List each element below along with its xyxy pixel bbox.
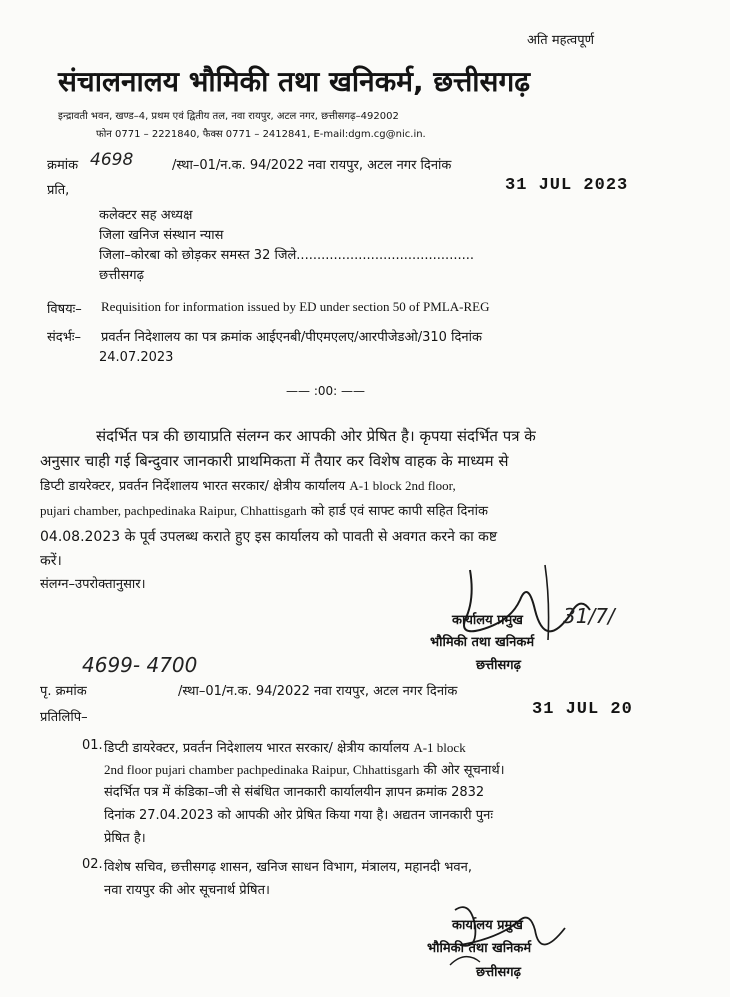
- body-line-6: करें।: [40, 553, 62, 569]
- signature-1-handwritten-date: 31/7/: [563, 604, 615, 628]
- enclosure-note: संलग्न–उपरोक्तानुसार।: [40, 577, 146, 592]
- endorsement-date-stamp: 31 JUL 20: [532, 700, 633, 719]
- copy-to-label: प्रतिलिपि–: [40, 710, 88, 725]
- to-line-4: छत्तीसगढ़: [99, 268, 144, 283]
- body-line-1: संदर्भित पत्र की छायाप्रति संलग्न कर आपकी ओर प्रेषित है। कृपया संदर्भित पत्र के: [96, 427, 536, 445]
- copy-1-line-5: प्रेषित है।: [104, 831, 146, 846]
- handwritten-endorsement-number: 4699- 4700: [82, 653, 198, 677]
- copy-1-line-4: दिनांक 27.04.2023 को आपकी ओर प्रेषित किया गया है। अद्यतन जानकारी पुनः: [104, 808, 493, 823]
- copy-1-line-3: संदर्भित पत्र में कंडिका–जी से संबंधित जानकारी कार्यालयीन ज्ञापन क्रमांक 2832: [104, 785, 485, 800]
- body-line-4-hindi: को हार्ड एवं साफ्ट कापी सहित दिनांक: [310, 504, 488, 519]
- copy-2-line-1: विशेष सचिव, छत्तीसगढ़ शासन, खनिज साधन विभाग, मंत्रालय, महानदी भवन,: [104, 860, 472, 875]
- date-stamp: 31 JUL 2023: [505, 176, 629, 195]
- copy-1-line-2: [104, 760, 505, 778]
- subject-text: Requisition for information issued by ED under section 50 of PMLA-REG: [101, 299, 490, 314]
- office-address: इन्द्रावती भवन, खण्ड–4, प्रथम एवं द्वितीय तल, नवा रायपुर, अटल नगर, छत्तीसगढ़–492002: [58, 111, 399, 122]
- copy-1-number: 01.: [82, 738, 103, 753]
- reference-line-1: प्रवर्तन निदेशालय का पत्र क्रमांक आईएनबी/पीएमएलए/आरपीजेडओ/310 दिनांक: [101, 330, 482, 345]
- body-line-2: अनुसार चाही गई बिन्दुवार जानकारी प्राथमिकता में तैयार कर विशेष वाहक के माध्यम से: [40, 452, 509, 470]
- reference-line-2: 24.07.2023: [99, 350, 174, 365]
- to-line-3: जिला–कोरबा को छोड़कर समस्त 32 जिले...........................................: [99, 248, 474, 263]
- to-line-1: कलेक्टर सह अध्यक्ष: [99, 208, 193, 223]
- signature-2-designation: कार्यालय प्रमुख: [452, 918, 523, 933]
- signature-1-designation: कार्यालय प्रमुख: [452, 613, 523, 628]
- signature-2-state: छत्तीसगढ़: [476, 965, 521, 980]
- to-line-2: जिला खनिज संस्थान न्यास: [99, 228, 224, 243]
- endorsement-text: /स्था–01/न.क. 94/2022 नवा रायपुर, अटल नगर दिनांक: [178, 684, 458, 699]
- body-line-4-address: pujari chamber, pachpedinaka Raipur, Chhattisgarh: [40, 503, 307, 518]
- office-title: संचालनालय भौमिकी तथा खनिकर्म, छत्तीसगढ़: [58, 65, 531, 98]
- copy-1-line-1-address: A-1 block: [413, 740, 466, 755]
- body-line-3-address: A-1 block 2nd floor,: [349, 478, 456, 493]
- copy-1-line-2-address: 2nd floor pujari chamber pachpedinaka Raipur, Chhattisgarh: [104, 762, 420, 777]
- priority-marking: अति महत्वपूर्ण: [527, 33, 594, 48]
- endorsement-label: पृ. क्रमांक: [40, 684, 87, 699]
- copy-2-number: 02.: [82, 857, 103, 872]
- body-line-3: [40, 476, 456, 494]
- signature-2-office: भौमिकी तथा खनिकर्म: [427, 941, 532, 956]
- ref-number-text: /स्था–01/न.क. 94/2022 नवा रायपुर, अटल नगर दिनांक: [172, 158, 452, 173]
- copy-1-line-1-hindi: डिप्टी डायरेक्टर, प्रवर्तन निदेशालय भारत सरकार/ क्षेत्रीय कार्यालय: [104, 741, 410, 756]
- signature-1-state: छत्तीसगढ़: [476, 658, 521, 673]
- to-label: प्रति,: [47, 183, 70, 198]
- office-contact: फोन 0771 – 2221840, फैक्स 0771 – 2412841, E-mail:dgm.cg@nic.in.: [96, 129, 426, 140]
- signature-1-office: भौमिकी तथा खनिकर्म: [430, 635, 535, 650]
- reference-label: संदर्भः–: [47, 330, 81, 345]
- body-line-3-hindi: डिप्टी डायरेक्टर, प्रवर्तन निर्देशालय भारत सरकार/ क्षेत्रीय कार्यालय: [40, 479, 346, 494]
- ref-number-label: क्रमांक: [47, 158, 79, 173]
- handwritten-dispatch-number: 4698: [90, 150, 134, 170]
- body-line-4: [40, 501, 488, 519]
- copy-1-line-2-hindi: की ओर सूचनार्थ।: [423, 763, 505, 778]
- copy-1-line-1: [104, 738, 466, 756]
- body-line-5: 04.08.2023 के पूर्व उपलब्ध कराते हुए इस कार्यालय को पावती से अवगत करने का कष्ट: [40, 529, 498, 545]
- copy-2-line-2: नवा रायपुर की ओर सूचनार्थ प्रेषित।: [104, 883, 270, 898]
- subject-label: विषयः–: [47, 302, 82, 317]
- section-divider: —— :00: ——: [286, 384, 365, 398]
